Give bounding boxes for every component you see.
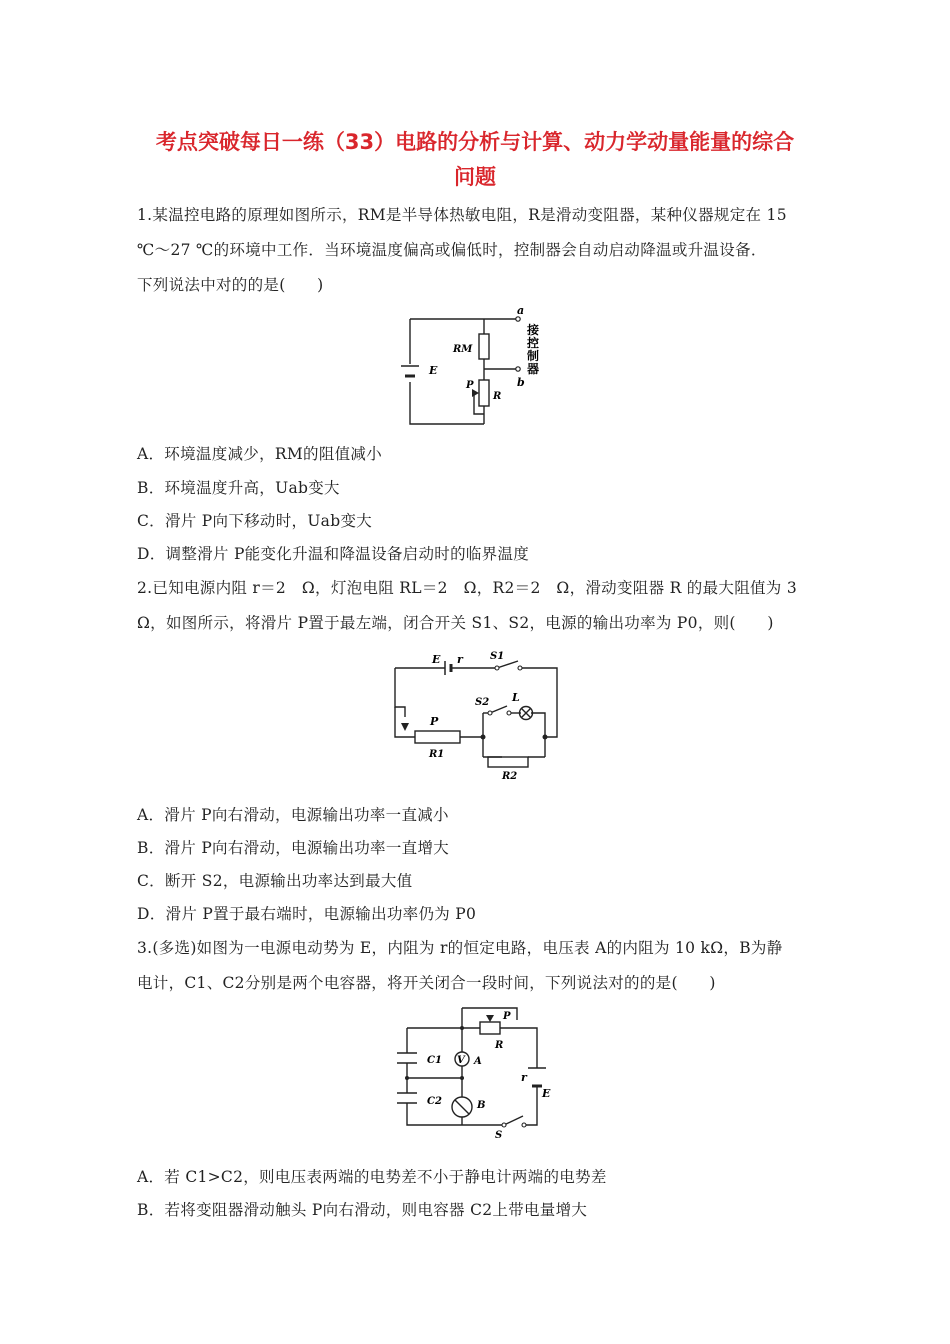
q2-option-b: B．滑片 P向右滑动，电源输出功率一直增大 — [137, 839, 450, 857]
q1-label-controller-2: 控 — [527, 336, 540, 350]
q3-circuit-figure — [392, 1000, 562, 1140]
q3-stem-line1: 3.(多选)如图为一电源电动势为 E，内阻为 r的恒定电路，电压表 A的内阻为 10 kΩ，B为静 — [137, 939, 783, 957]
q1-terminal-b: b — [517, 376, 525, 389]
q1-option-c: C．滑片 P向下移动时，Uab变大 — [137, 512, 373, 530]
q3-option-b: B．若将变阻器滑动触头 P向右滑动，则电容器 C2上带电量增大 — [137, 1201, 588, 1219]
q1-label-p: P — [466, 380, 474, 391]
q1-label-controller-4: 器 — [527, 362, 540, 376]
q1-option-d: D．调整滑片 P能变化升温和降温设备启动时的临界温度 — [137, 545, 530, 563]
q2-stem-line1: 2.已知电源内阻 r＝2 Ω，灯泡电阻 RL＝2 Ω，R2＝2 Ω，滑动变阻器 R 的最大阻值为 3 — [137, 579, 797, 597]
q1-label-e: E — [429, 364, 438, 377]
q2-label-r: r — [457, 653, 463, 666]
page-title-line1: 考点突破每日一练（33）电路的分析与计算、动力学动量能量的综合 — [155, 130, 795, 154]
q1-label-controller-3: 制 — [527, 349, 540, 363]
q3-option-a: A．若 C1>C2，则电压表两端的电势差不小于静电计两端的电势差 — [137, 1168, 607, 1186]
q1-stem-line1: 1.某温控电路的原理如图所示，RM是半导体热敏电阻，R是滑动变阻器，某种仪器规定在 15 — [137, 206, 787, 224]
q1-stem-line3: 下列说法中对的的是( ) — [137, 276, 324, 294]
q2-label-l: L — [512, 691, 520, 704]
q1-circuit-figure — [400, 302, 550, 432]
q1-label-controller-1: 接 — [527, 323, 540, 337]
q2-stem-line2: Ω，如图所示，将滑片 P置于最左端，闭合开关 S1、S2，电源的输出功率为 P0，则( ) — [137, 614, 774, 632]
q2-label-s2: S2 — [475, 697, 490, 708]
q3-voltmeter-v: V — [457, 1055, 465, 1066]
q2-circuit-figure — [385, 645, 565, 785]
q2-label-p: P — [430, 715, 439, 728]
q2-label-s1: S1 — [490, 651, 505, 662]
q3-label-r-internal: r — [521, 1071, 527, 1084]
q3-label-c1: C1 — [427, 1055, 442, 1066]
q1-label-rm: RM — [453, 344, 473, 355]
q2-label-e: E — [432, 653, 441, 666]
q3-label-s: S — [495, 1130, 503, 1140]
q1-terminal-a: a — [517, 304, 525, 317]
q1-option-b: B．环境温度升高，Uab变大 — [137, 479, 340, 497]
q3-label-r-resistor: R — [495, 1040, 504, 1051]
q1-label-r: R — [493, 391, 502, 402]
q3-label-e: E — [542, 1087, 551, 1100]
q2-label-r2: R2 — [502, 771, 518, 782]
q3-stem-line2: 电计，C1、C2分别是两个电容器，将开关闭合一段时间，下列说法对的的是( ) — [137, 974, 716, 992]
q3-label-c2: C2 — [427, 1096, 442, 1107]
q2-option-a: A．滑片 P向右滑动，电源输出功率一直减小 — [137, 806, 449, 824]
q2-label-r1: R1 — [429, 749, 445, 760]
q1-option-a: A．环境温度减少，RM的阻值减小 — [137, 445, 383, 463]
q2-option-c: C．断开 S2，电源输出功率达到最大值 — [137, 872, 413, 890]
q3-label-a: A — [474, 1056, 482, 1067]
q3-label-b: B — [477, 1100, 486, 1111]
q2-option-d: D．滑片 P置于最右端时，电源输出功率仍为 P0 — [137, 905, 477, 923]
q3-label-p: P — [503, 1011, 511, 1022]
q1-stem-line2: ℃～27 ℃的环境中工作．当环境温度偏高或偏低时，控制器会自动启动降温或升温设备． — [137, 241, 767, 259]
page-title-line2: 问题 — [454, 165, 496, 189]
